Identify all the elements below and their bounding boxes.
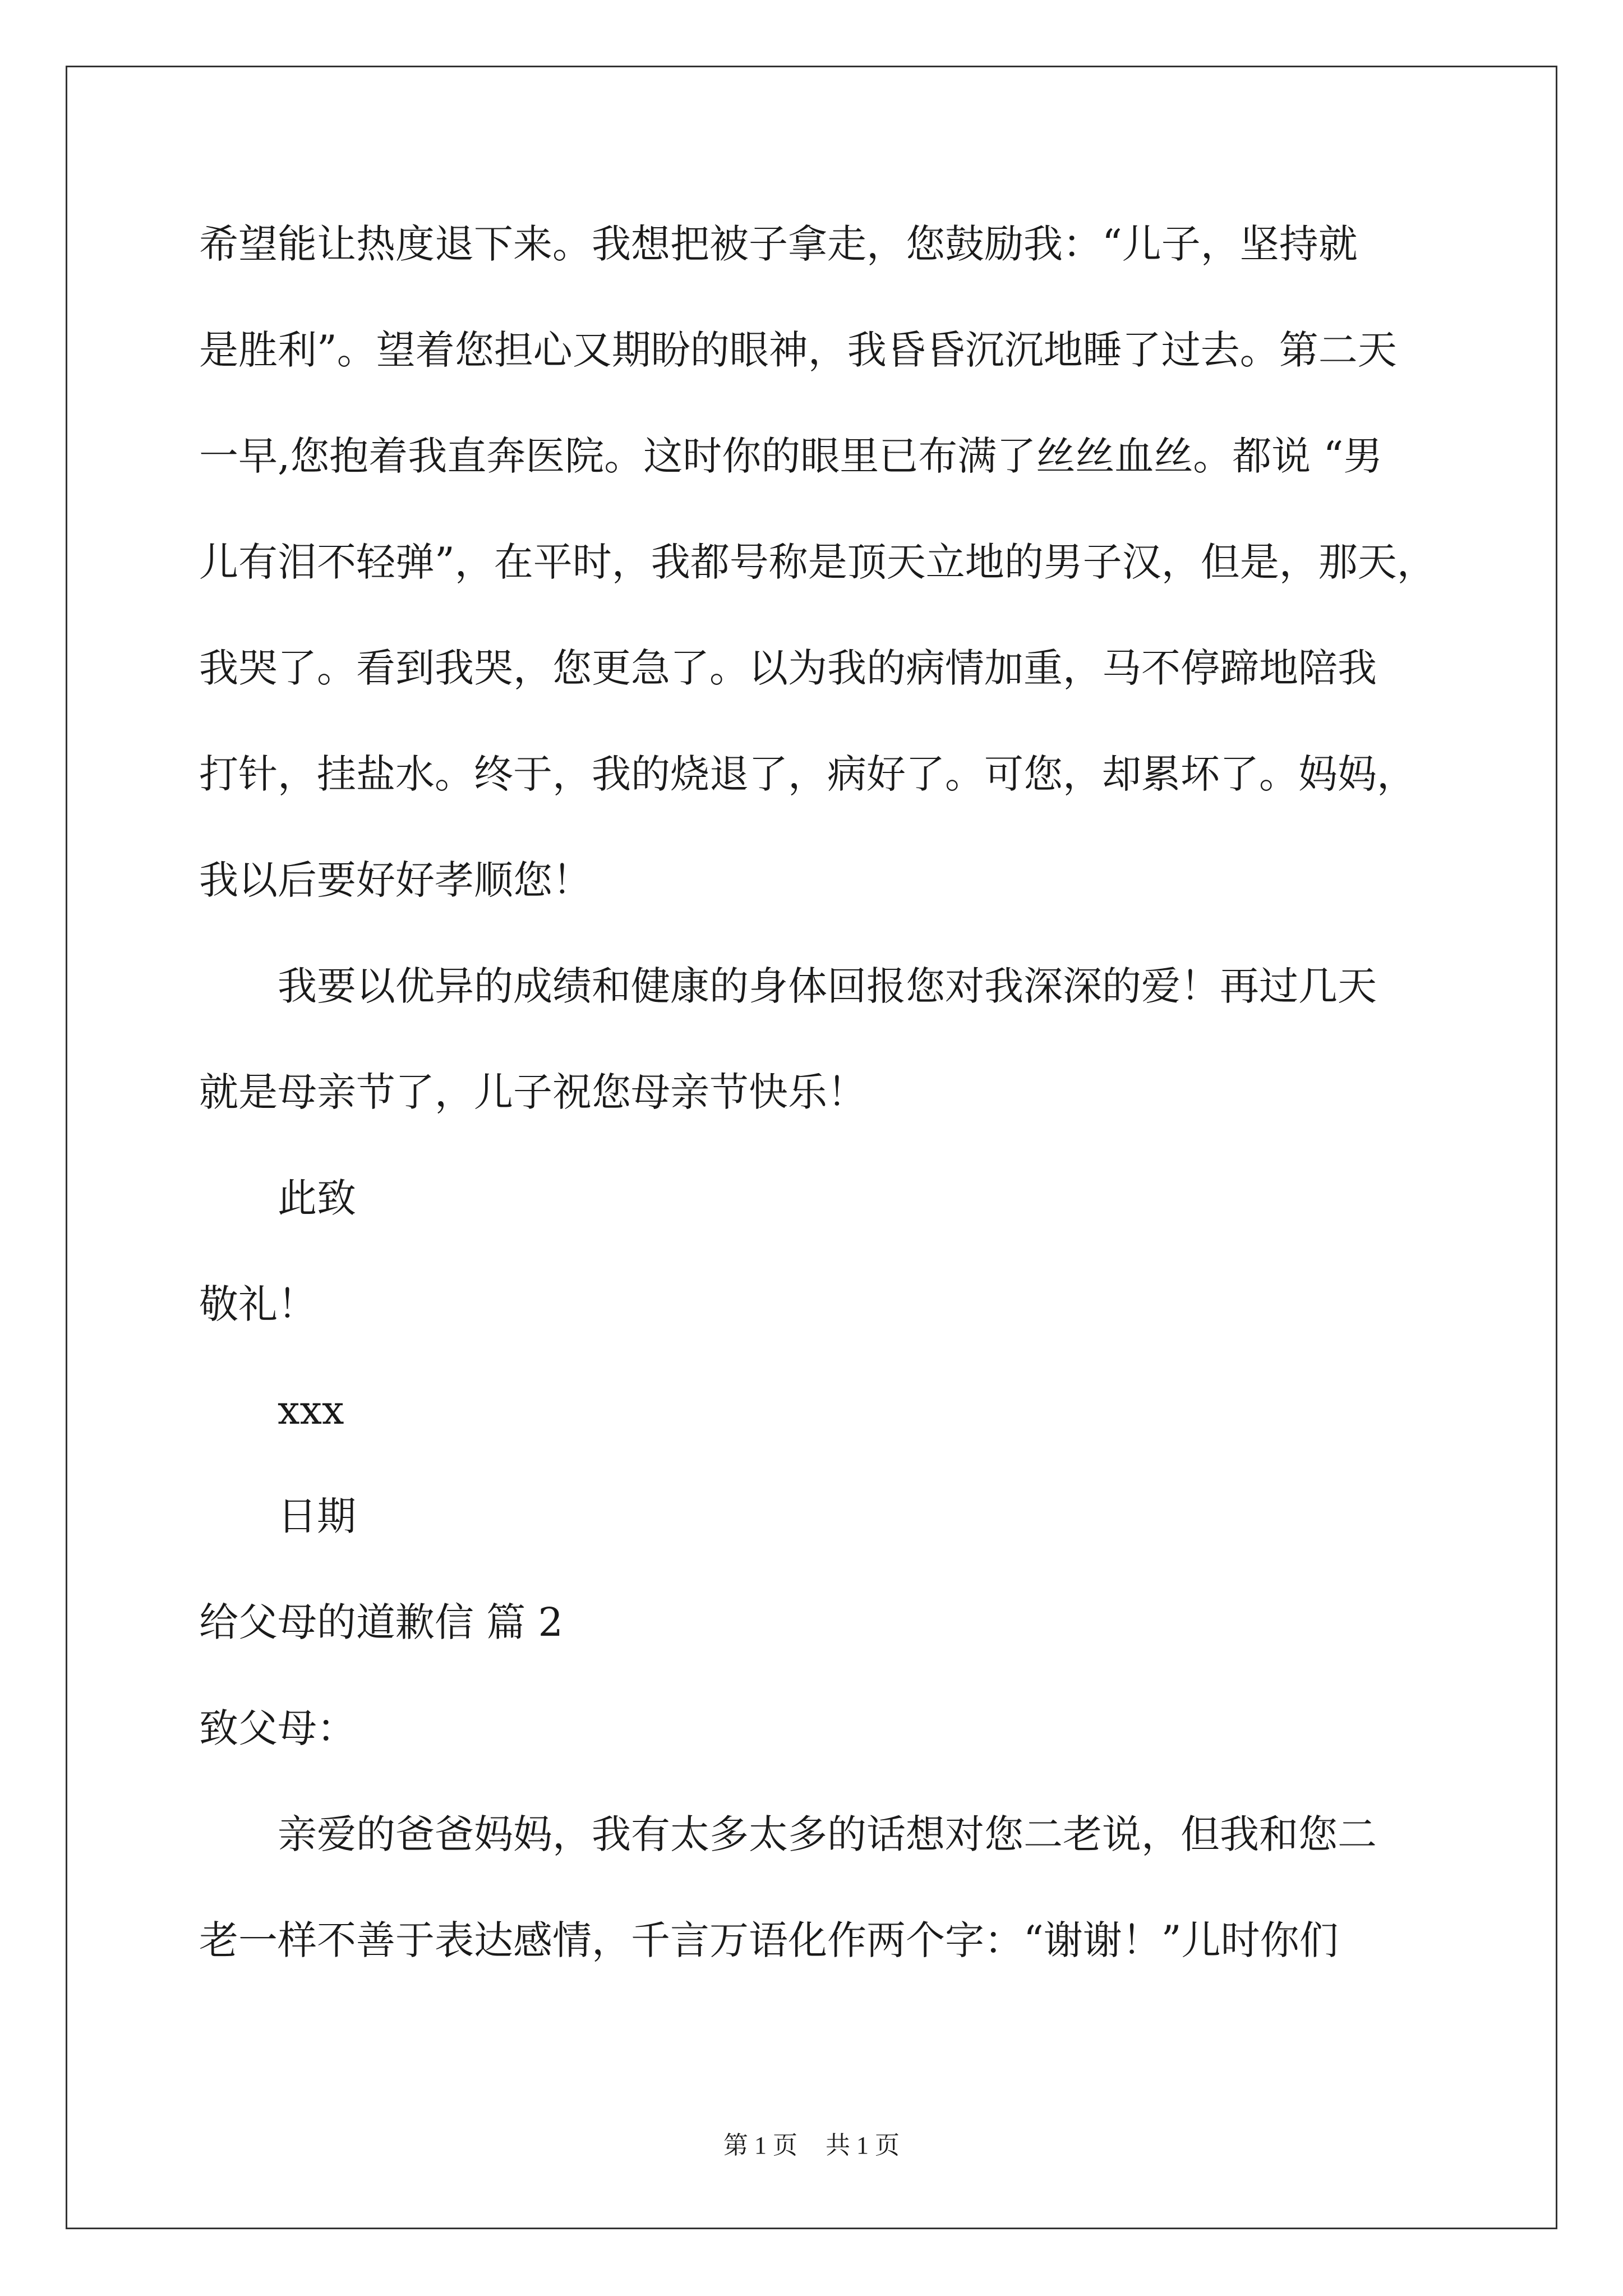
text-line: 是胜利”。望着您担心又期盼的眼神，我昏昏沉沉地睡了过去。第二天 [199, 327, 1397, 373]
page-number-current: 第 1 页 [723, 2132, 797, 2159]
text-line: 一早,您抱着我直奔医院。这时你的眼里已布满了丝丝血丝。都说 “男 [199, 433, 1383, 479]
text-line: 我以后要好好孝顺您！ [199, 857, 592, 903]
signature-date: 日期 [278, 1493, 356, 1539]
signature-name: xxx [278, 1387, 344, 1433]
document-body [199, 213, 1467, 2016]
text-line: 就是母亲节了，儿子祝您母亲节快乐！ [199, 1069, 866, 1115]
text-line: 我哭了。看到我哭，您更急了。以为我的病情加重，马不停蹄地陪我 [199, 645, 1377, 691]
paragraph-start: 我要以优异的成绩和健康的身体回报您对我深深的爱！再过几天 [278, 963, 1377, 1009]
closing-salutation: 此致 [278, 1175, 356, 1221]
text-line: 老一样不善于表达感情，千言万语化作两个字：“谢谢！”儿时你们 [199, 1917, 1339, 1963]
text-line: 儿有泪不轻弹”，在平时，我都号称是顶天立地的男子汉，但是，那天， [199, 539, 1436, 585]
page-footer [0, 2129, 1623, 2162]
text-line: 希望能让热度退下来。我想把被子拿走，您鼓励我：“儿子，坚持就 [199, 221, 1358, 267]
letter-greeting: 致父母： [199, 1705, 356, 1751]
text-line: 打针，挂盐水。终于，我的烧退了，病好了。可您，却累坏了。妈妈， [199, 751, 1416, 797]
closing-respect: 敬礼！ [199, 1281, 317, 1327]
paragraph-start: 亲爱的爸爸妈妈，我有太多太多的话想对您二老说，但我和您二 [278, 1811, 1377, 1857]
page-number-total: 共 1 页 [826, 2132, 900, 2159]
section-title: 给父母的道歉信 篇 2 [199, 1599, 564, 1645]
